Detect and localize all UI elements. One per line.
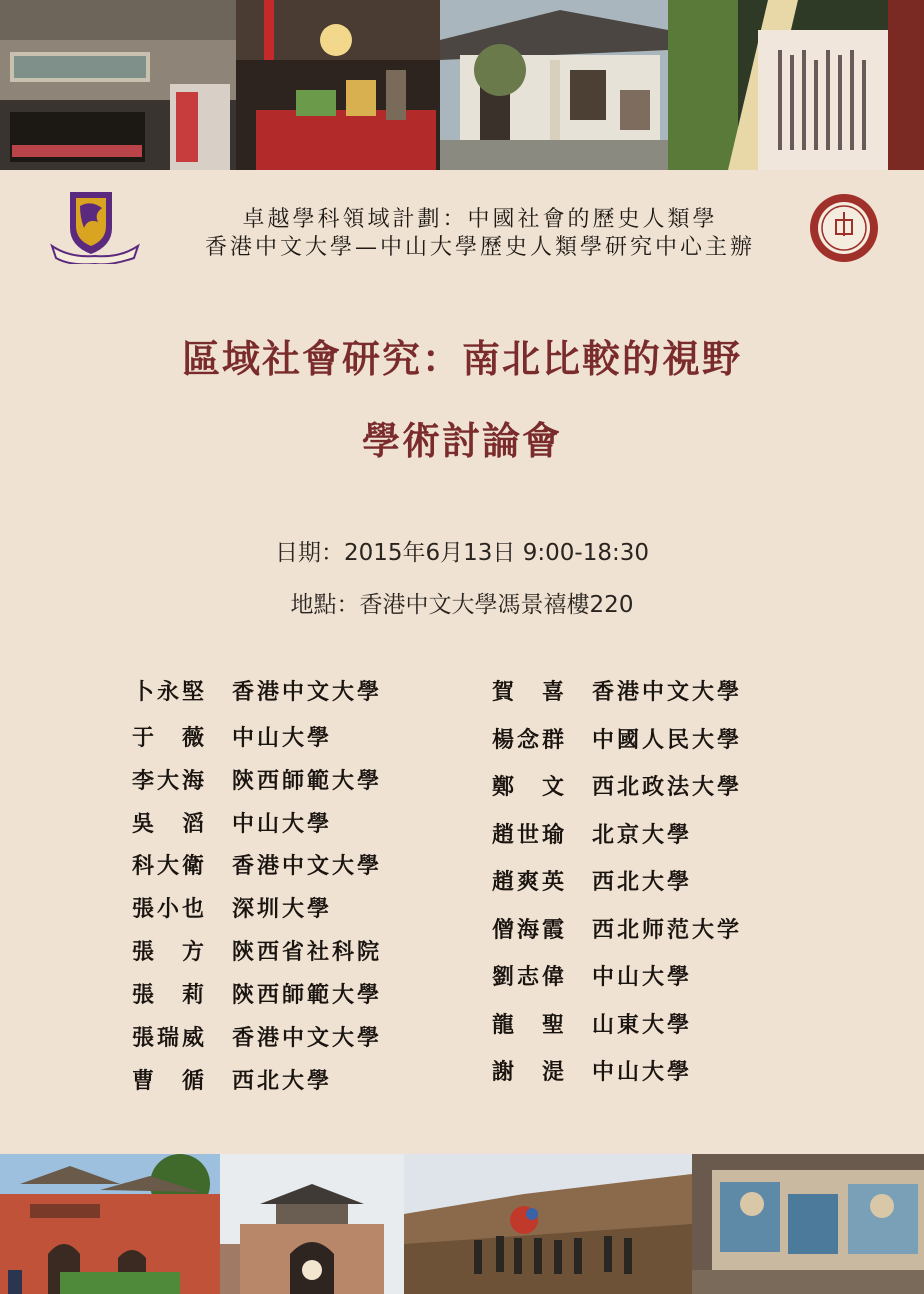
speaker-name: 吳 滔	[132, 811, 208, 837]
speaker-name: 趙世瑜	[492, 822, 568, 848]
speaker-name: 楊念群	[492, 727, 568, 753]
photo-fort-gate	[220, 1154, 404, 1294]
speaker-row	[132, 1021, 382, 1052]
speaker-name: 李大海	[132, 768, 208, 794]
speaker-institution: 深圳大學	[232, 896, 333, 922]
university-crest-icon	[50, 188, 140, 264]
speaker-name: 張 莉	[132, 982, 208, 1008]
speaker-row	[132, 978, 382, 1009]
speaker-name: 張瑞威	[132, 1025, 208, 1051]
speaker-name: 卜永堅	[132, 679, 208, 705]
programme-title: 卓越學科領域計劃：中國社會的歷史人類學	[242, 207, 718, 232]
speaker-row	[492, 960, 692, 991]
speaker-institution: 香港中文大學	[232, 679, 383, 705]
event-date: 日期：2015年6月13日 9:00-18:30	[275, 540, 649, 566]
speaker-institution: 北京大學	[592, 822, 693, 848]
page-subtitle: 學術討論會	[361, 419, 562, 463]
speaker-institution: 中國人民大學	[592, 727, 743, 753]
speaker-institution: 香港中文大學	[592, 679, 743, 705]
speaker-name: 張 方	[132, 939, 208, 965]
speaker-institution: 西北师范大学	[592, 917, 743, 943]
speaker-row	[492, 1055, 692, 1086]
speaker-name: 謝 湜	[492, 1059, 568, 1085]
speaker-name: 僧海霞	[492, 917, 568, 943]
photo-mural	[692, 1154, 924, 1294]
speaker-institution: 陝西師範大學	[232, 982, 383, 1008]
speaker-institution: 西北政法大學	[592, 774, 743, 800]
speaker-name: 趙爽英	[492, 869, 568, 895]
speaker-institution: 陝西師範大學	[232, 768, 383, 794]
speaker-institution: 中山大學	[232, 811, 333, 837]
bottom-photo-strip	[0, 1154, 924, 1294]
top-photo-strip	[0, 0, 924, 170]
speaker-name: 劉志偉	[492, 964, 568, 990]
research-centre-seal-icon	[808, 192, 880, 264]
speaker-row	[132, 892, 332, 923]
organizer-line: 香港中文大學—中山大學歷史人類學研究中心主辦	[204, 235, 755, 260]
event-venue: 地點：香港中文大學馮景禧樓220	[290, 592, 634, 618]
speaker-institution: 香港中文大學	[232, 1025, 383, 1051]
speaker-institution: 西北大學	[592, 869, 693, 895]
speaker-row	[132, 935, 382, 966]
speaker-row	[492, 913, 742, 944]
speaker-row	[492, 723, 742, 754]
speaker-row	[132, 764, 382, 795]
speaker-name: 賀 喜	[492, 679, 568, 705]
photo-ancestral-hall	[0, 0, 236, 170]
speaker-institution: 中山大學	[592, 964, 693, 990]
speaker-row	[492, 865, 692, 896]
speaker-row	[132, 1064, 332, 1095]
speaker-row	[132, 849, 382, 880]
page-title: 區域社會研究：南北比較的視野	[181, 337, 742, 381]
photo-red-gate	[0, 1154, 220, 1294]
speaker-name: 于 薇	[132, 725, 208, 751]
photo-manuscript	[668, 0, 924, 170]
speaker-institution: 山東大學	[592, 1012, 693, 1038]
speaker-name: 張小也	[132, 896, 208, 922]
speaker-row	[492, 1008, 692, 1039]
speaker-row	[492, 675, 742, 706]
speaker-row	[492, 818, 692, 849]
speaker-institution: 西北大學	[232, 1068, 333, 1094]
speaker-row	[132, 807, 332, 838]
photo-procession	[404, 1154, 692, 1294]
photo-temple-ritual	[236, 0, 440, 170]
speaker-name: 曹 循	[132, 1068, 208, 1094]
speaker-institution: 中山大學	[592, 1059, 693, 1085]
speaker-name: 龍 聖	[492, 1012, 568, 1038]
speaker-row	[132, 675, 382, 706]
photo-village-house	[440, 0, 668, 170]
speaker-row	[492, 770, 742, 801]
speaker-name: 鄭 文	[492, 774, 568, 800]
speaker-row	[132, 721, 332, 752]
speaker-name: 科大衛	[132, 853, 208, 879]
speaker-institution: 香港中文大學	[232, 853, 383, 879]
speaker-institution: 陝西省社科院	[232, 939, 383, 965]
speaker-institution: 中山大學	[232, 725, 333, 751]
